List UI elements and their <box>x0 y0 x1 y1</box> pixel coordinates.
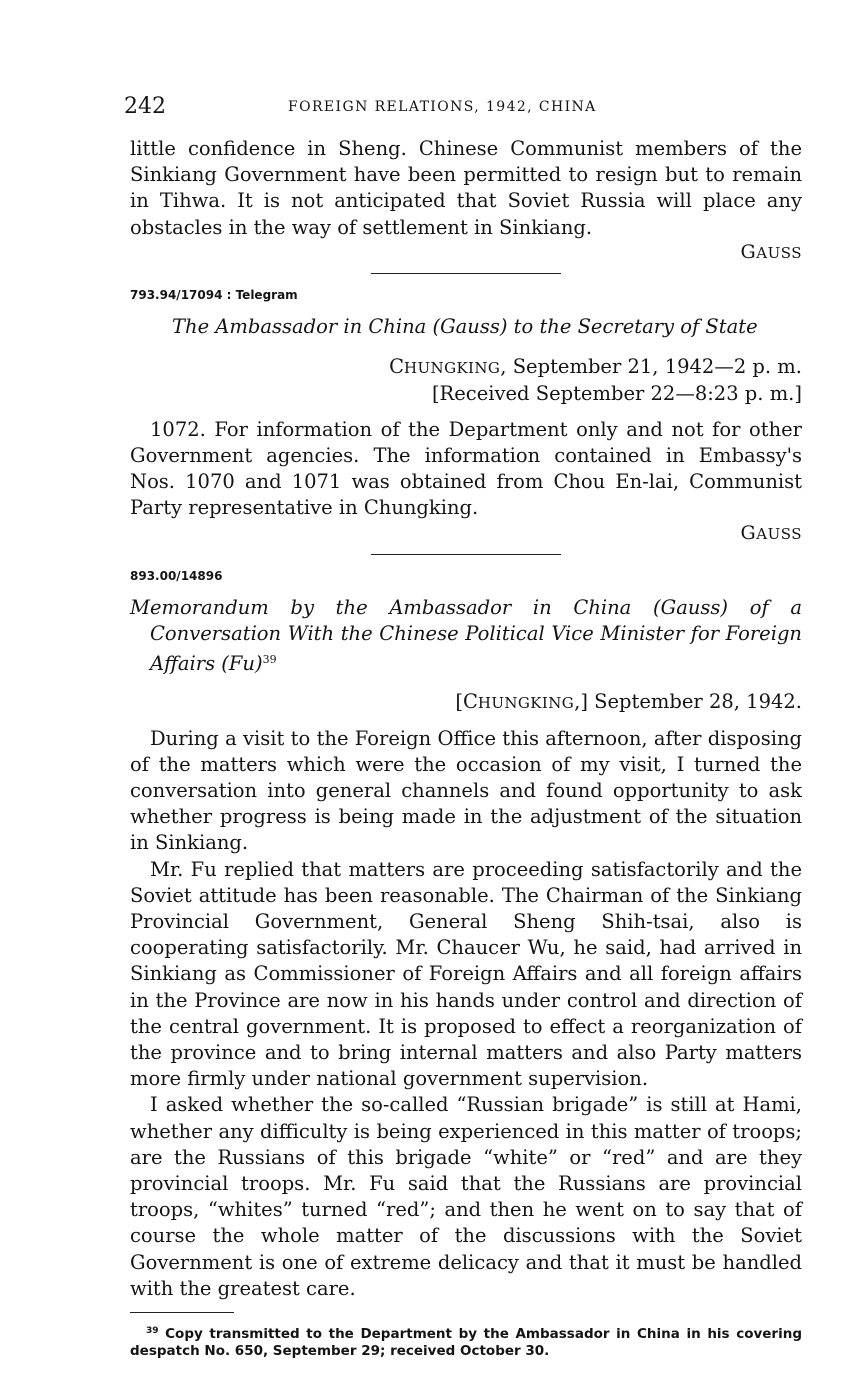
continued-paragraph: little confidence in Sheng. Chinese Communist members of the Sinkiang Government have been permitted to resign but to remain in Tihwa. It is not anticipated that Soviet Russia will place any obstacles in the way of settlement in Sinkiang. <box>130 137 802 239</box>
document-title: The Ambassador in China (Gauss) to the Secretary of State <box>172 314 758 338</box>
section-divider <box>371 554 561 555</box>
running-head: FOREIGN RELATIONS, 1942, CHINA <box>288 99 597 115</box>
document-page <box>124 88 802 1360</box>
signature-gauss-1: GAUSS <box>740 240 802 263</box>
footnote-divider <box>130 1312 234 1313</box>
page-number: 242 <box>124 94 166 119</box>
file-reference: 793.94/17094 : Telegram <box>130 287 298 302</box>
file-reference: 893.00/14896 <box>130 568 223 583</box>
page-header <box>124 88 802 128</box>
memo-paragraph: I asked whether the so-called “Russian brigade” is still at Hami, whether any difficulty is being experienced in this matter of troops; are the Russians of this brigade “white” or “red” and are they provincial troops. Mr. Fu said that the Russians are provincial troops, “whites” turned “red”; and then he went on to say that of course the whole matter of the discussions with the Soviet Government is one of extreme delicacy and that it must be handled with the greatest care. <box>130 1093 802 1300</box>
section-divider <box>371 273 561 274</box>
footnote: $^{39}$ Copy transmitted to the Department by the Ambassador in China in his covering despatch No. 650, September 29; received October 30. <box>130 1326 802 1360</box>
signature-gauss-2: GAUSS <box>740 521 802 544</box>
memo-paragraph: During a visit to the Foreign Office this afternoon, after disposing of the matters which were the occasion of my visit, I turned the conversation into general channels and found opportunity to ask whether progress is being made in the adjustment of the situation in Sinkiang. <box>130 726 802 855</box>
memo-paragraph: Mr. Fu replied that matters are proceeding satisfactorily and the Soviet attitude has been reasonable. The Chairman of the Sinkiang Provincial Government, General Sheng Shih-tsai, also is cooperating satisfactorily. Mr. Chaucer Wu, he said, had arrived in Sinkiang as Commissioner of Foreign Affairs and all foreign affairs in the Province are now in his hands under control and direction of the central government. It is proposed to effect a reorganization of the province and to bring internal matters and also Party matters more firmly under national government supervision. <box>130 857 802 1091</box>
dateline: CHUNGKING, September 21, 1942—2 p. m. <box>389 354 802 378</box>
telegram-body: 1072. For information of the Department only and not for other Government agencies. The information contained in Embassy's Nos. 1070 and 1071 was obtained from Chou En-lai, Communist Party representative in Chungking. <box>130 417 802 520</box>
received-line: [Received September 22—8:23 p. m.] <box>431 381 802 405</box>
dateline: [CHUNGKING,] September 28, 1942. <box>455 689 802 713</box>
memorandum-title: Memorandum by the Ambassador in China (Gauss) of a Conversation With the Chinese Political Vice Minister for Foreign Affairs $(Fu)^{39}$ <box>130 595 802 675</box>
footnote-ref: 39 <box>262 652 277 666</box>
